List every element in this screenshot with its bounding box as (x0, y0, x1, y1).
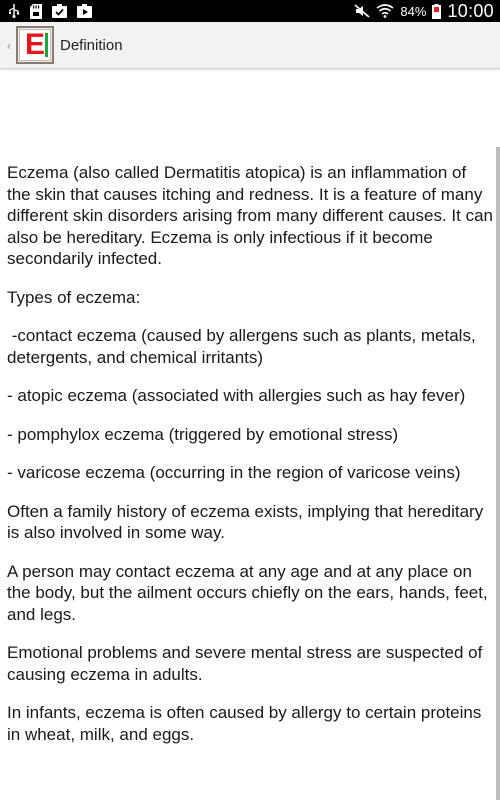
media-icon (77, 4, 92, 18)
paragraph: - pomphylox eczema (triggered by emotional stress) (7, 424, 399, 444)
wifi-icon (376, 4, 394, 18)
app-logo-stripe (45, 33, 48, 57)
definition-text (7, 162, 493, 762)
back-chevron-icon[interactable]: ‹ (6, 37, 12, 53)
paragraph: Often a family history of eczema exists, implying that hereditary is also involved in some way. (7, 501, 484, 542)
clock: 10:00 (447, 0, 494, 21)
notification-icons (0, 4, 92, 19)
download-done-icon (52, 4, 67, 18)
battery-percentage: 84% (400, 3, 427, 19)
paragraph: - atopic eczema (associated with allergies such as hay fever) (7, 386, 466, 405)
definition-content[interactable] (0, 69, 500, 800)
paragraph: Emotional problems and severe mental stress are suspected of causing eczema in adults. (7, 643, 483, 684)
paragraph: Eczema (also called Dermatitis atopica) is an inflammation of the skin that causes itching and redness. It is a feature of many different skin disorders arising from many different causes. It can also be hereditary. Eczema is only infectious if it become secondarily infected. (7, 163, 493, 268)
system-icons (354, 1, 500, 22)
screen-title: Definition (60, 36, 123, 54)
paragraph: A person may contact eczema at any age and at any place on the body, but the ailment occurs chiefly on the ears, hands, feet, and legs. (7, 561, 488, 624)
mute-icon (354, 4, 370, 18)
paragraph: -contact eczema (caused by allergens such as plants, metals, detergents, and chemical irritants) (7, 326, 481, 367)
app-logo[interactable] (16, 26, 54, 64)
usb-icon (8, 4, 20, 18)
app-logo-tile (19, 29, 51, 61)
app-logo-letter: E (24, 28, 45, 61)
scrollbar[interactable] (496, 147, 500, 800)
status-bar (0, 0, 500, 22)
action-bar (0, 22, 500, 69)
paragraph: Types of eczema: (7, 287, 141, 307)
sd-card-icon (30, 4, 42, 19)
paragraph: In infants, eczema is often caused by allergy to certain proteins in wheat, milk, and eggs. (7, 703, 482, 744)
battery-icon (432, 4, 441, 19)
paragraph: - varicose eczema (occurring in the region of varicose veins) (7, 463, 461, 482)
